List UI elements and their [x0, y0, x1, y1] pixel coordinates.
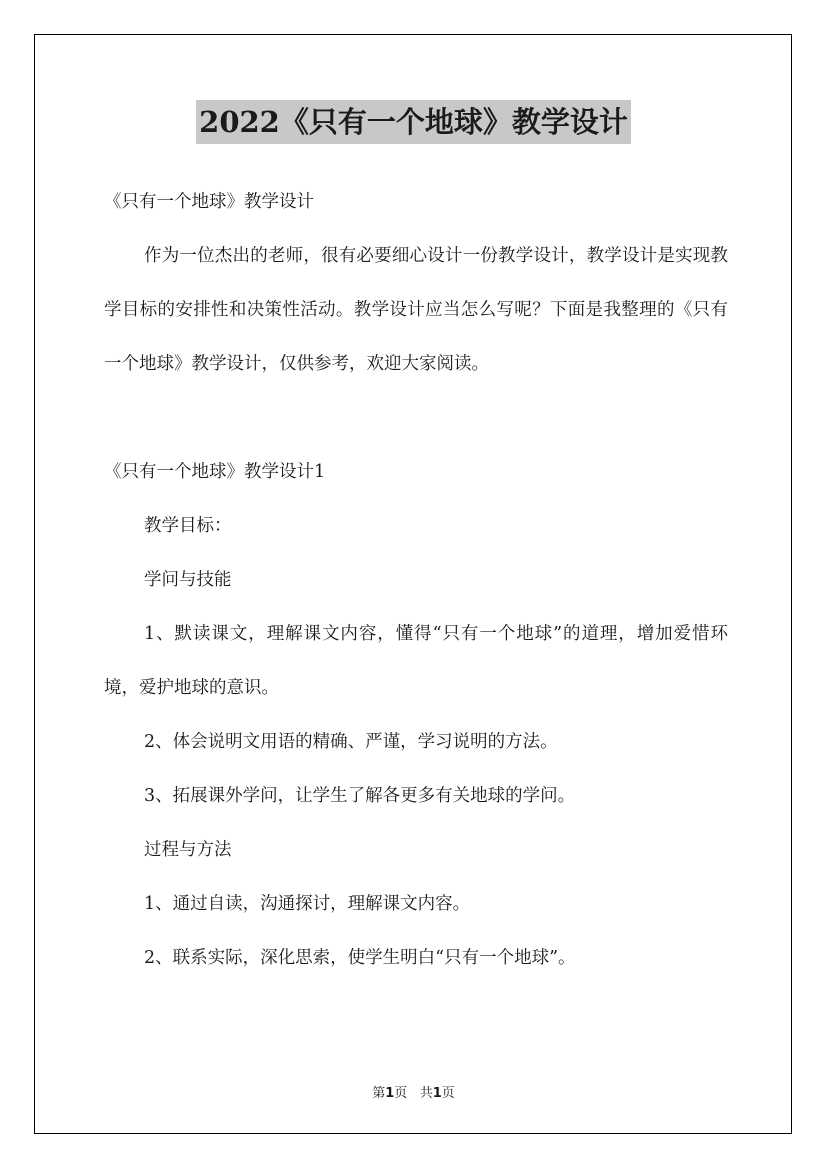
total-pages: 1 [432, 1086, 442, 1101]
total-prefix: 共 [419, 1086, 433, 1101]
page-prefix: 第 [372, 1086, 386, 1101]
knowledge-skills-label: 学问与技能 [144, 570, 232, 590]
process-item-1: 1、通过自读，沟通探讨，理解课文内容。 [144, 894, 471, 914]
objective-item-1: 1、默读课文，理解课文内容，懂得“只有一个地球”的道理，增加爱惜环境，爱护地球的意识。 [104, 624, 728, 698]
total-suffix: 页 [441, 1086, 455, 1101]
process-item-2: 2、联系实际，深化思索，使学生明白“只有一个地球”。 [144, 948, 576, 968]
page-number: 1 [385, 1086, 395, 1101]
paragraph-gap [104, 391, 728, 445]
page-footer [0, 1082, 827, 1101]
page-suffix: 页 [394, 1086, 408, 1101]
process-method-label: 过程与方法 [144, 840, 232, 860]
objective-item-2: 2、体会说明文用语的精确、严谨，学习说明的方法。 [144, 732, 558, 752]
title-container [0, 100, 827, 144]
objective-item-3: 3、拓展课外学问，让学生了解各更多有关地球的学问。 [144, 786, 576, 806]
document-subtitle: 《只有一个地球》教学设计 [104, 192, 314, 212]
intro-paragraph: 作为一位杰出的老师，很有必要细心设计一份教学设计，教学设计是实现教学目标的安排性和决策性活动。教学设计应当怎么写呢？下面是我整理的《只有一个地球》教学设计，仅供参考，欢迎大家阅读。 [104, 246, 728, 374]
document-title: 2022《只有一个地球》教学设计 [196, 100, 631, 144]
objectives-label: 教学目标： [144, 516, 232, 536]
document-body [104, 175, 728, 985]
section-heading: 《只有一个地球》教学设计1 [104, 462, 326, 482]
